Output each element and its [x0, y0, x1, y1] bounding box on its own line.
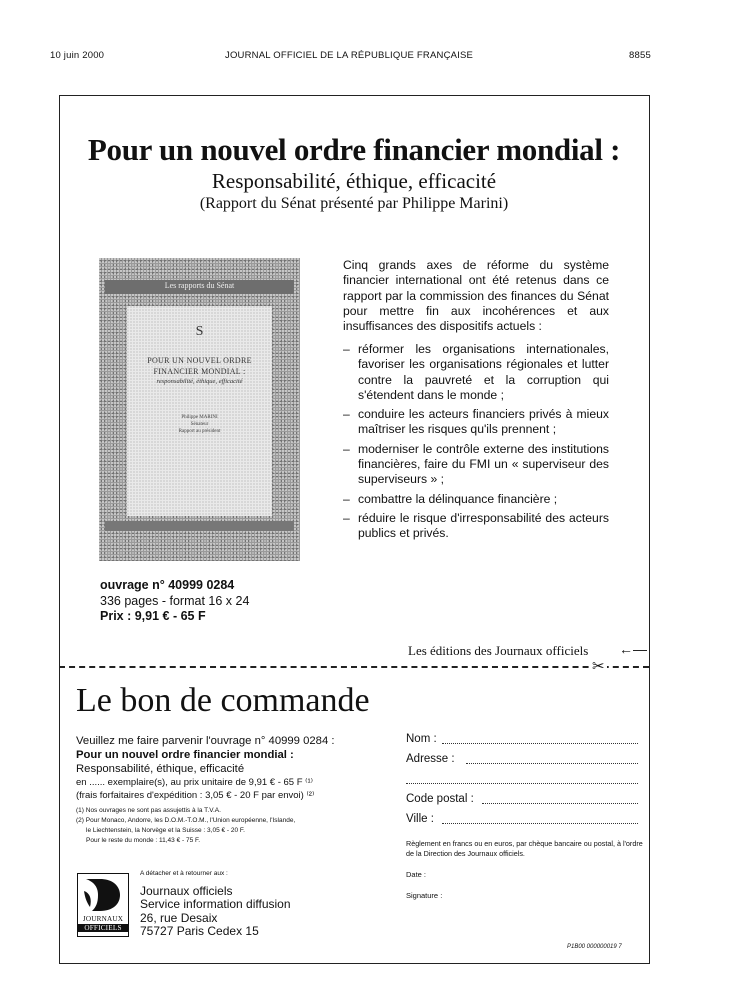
book-format: 336 pages - format 16 x 24 — [100, 593, 250, 608]
list-item: – moderniser le contrôle externe des institutions financières, faire du FMI un « superviseur des superviseurs » ; — [343, 442, 609, 488]
date-label: Date : — [406, 870, 427, 879]
cover-title-line2: FINANCIER MONDIAL : — [153, 367, 246, 376]
address-field[interactable] — [406, 753, 638, 773]
reform-axes-list — [343, 342, 609, 546]
address-org: Journaux officiels — [140, 884, 233, 898]
cover-report-note: Rapport au président — [178, 429, 221, 434]
city-label: Ville : — [406, 813, 434, 825]
book-cover-image — [99, 258, 300, 561]
cut-line — [59, 666, 649, 668]
postal-code-label: Code postal : — [406, 793, 474, 805]
city-input-line[interactable] — [442, 823, 638, 824]
list-item: – réformer les organisations internationales, favoriser les organisations régionales et lutter contre la pauvreté et la corruption qui s'étendent dans le monde ; — [343, 342, 609, 403]
cover-footer-band — [105, 521, 294, 531]
list-item: – combattre la délinquance financière ; — [343, 492, 609, 507]
list-item: – réduire le risque d'irresponsabilité des acteurs publics et privés. — [343, 511, 609, 542]
return-address — [140, 885, 291, 939]
header-date: 10 juin 2000 — [50, 50, 105, 61]
cover-band — [105, 280, 294, 294]
cover-title-line3: responsabilité, éthique, efficacité — [156, 378, 243, 385]
detach-instruction: A détacher et à retourner aux : — [140, 870, 228, 877]
order-text — [76, 734, 376, 846]
cover-author-block — [127, 414, 272, 435]
address-service: Service information diffusion — [140, 897, 291, 912]
address-street: 26, rue Desaix — [140, 910, 218, 925]
scissors-icon: ✂ — [592, 658, 605, 675]
name-label: Nom : — [406, 733, 437, 745]
address-city: 75727 Paris Cedex 15 — [140, 924, 259, 939]
book-reference: ouvrage n° 40999 0284 — [100, 578, 235, 592]
advert-subtitle-author: (Rapport du Sénat présenté par Philippe Marini) — [199, 195, 509, 212]
city-field[interactable] — [406, 813, 638, 833]
header-page-number: 8855 — [629, 50, 651, 61]
senate-logo-icon: S — [195, 324, 204, 339]
order-line-shipping: (frais forfaitaires d'expédition : 3,05 € - 20 F par envoi) ⁽²⁾ — [76, 790, 315, 801]
journaux-officiels-logo — [77, 873, 129, 937]
note-shipping-eu: (2) Pour Monaco, Andorre, les D.O.M.-T.O.M., l'Union européenne, l'Islande, — [76, 817, 296, 824]
order-line-title: Pour un nouvel ordre financier mondial : — [76, 749, 294, 761]
order-line-quantity: en ...... exemplaire(s), au prix unitaire de 9,91 € - 65 F ⁽¹⁾ — [76, 777, 313, 788]
note-vat: (1) Nos ouvrages ne sont pas assujettis à la T.V.A. — [76, 807, 221, 814]
address-input-line[interactable] — [466, 763, 638, 764]
cover-title-line1: POUR UN NOUVEL ORDRE — [147, 356, 252, 365]
signature-label: Signature : — [406, 891, 443, 900]
address-line-2[interactable] — [406, 773, 638, 793]
order-line-request: Veuillez me faire parvenir l'ouvrage n° 40999 0284 : — [76, 735, 335, 747]
name-field[interactable] — [406, 733, 638, 753]
publisher-line: Les éditions des Journaux officiels — [408, 643, 589, 658]
note-shipping-world: Pour le reste du monde : 11,43 € - 75 F. — [86, 837, 201, 844]
book-info — [100, 578, 249, 625]
logo-text-journaux: JOURNAUX — [82, 915, 124, 923]
cover-author-role: Sénateur — [190, 422, 209, 427]
payment-instructions: Règlement en francs ou en euros, par chèque bancaire ou postal, à l'ordre de la Direction des Journaux officiels. — [406, 839, 643, 858]
cover-band-label: Les rapports du Sénat — [164, 281, 235, 290]
order-notes — [76, 806, 376, 846]
cover-panel — [127, 306, 272, 516]
advert-subtitle: Responsabilité, éthique, efficacité — [211, 169, 497, 193]
list-item: – conduire les acteurs financiers privés à mieux maîtriser les risques qu'ils prennent ; — [343, 407, 609, 438]
order-form-fields — [406, 733, 638, 833]
jo-logo-icon — [82, 877, 122, 913]
postal-code-field[interactable] — [406, 793, 638, 813]
advert-intro: Cinq grands axes de réforme du système financier international ont été retenus dans ce rapport par la commission des finances du Sénat pour mettre fin aux incohérences et aux insuffisances des dispositifs actuels : — [343, 258, 609, 334]
document-code: P1B00 000000019 7 — [567, 944, 622, 950]
order-line-subtitle: Responsabilité, éthique, efficacité — [76, 763, 245, 775]
order-form-title: Le bon de commande — [76, 682, 370, 719]
address-label: Adresse : — [406, 753, 455, 765]
name-input-line[interactable] — [442, 743, 638, 744]
cover-author: Philippe MARINI — [181, 415, 218, 420]
postal-code-input-line[interactable] — [482, 803, 638, 804]
advert-title: Pour un nouvel ordre financier mondial : — [87, 132, 621, 167]
logo-text-officiels: OFFICIELS — [78, 924, 128, 932]
note-shipping-eu-cont: le Liechtenstein, la Norvège et la Suisse : 3,05 € - 20 F. — [86, 827, 245, 834]
book-price: Prix : 9,91 € - 65 F — [100, 609, 206, 623]
left-arrow-icon: ←— — [619, 641, 647, 657]
header-journal-title: JOURNAL OFFICIEL DE LA RÉPUBLIQUE FRANÇAISE — [225, 50, 474, 61]
